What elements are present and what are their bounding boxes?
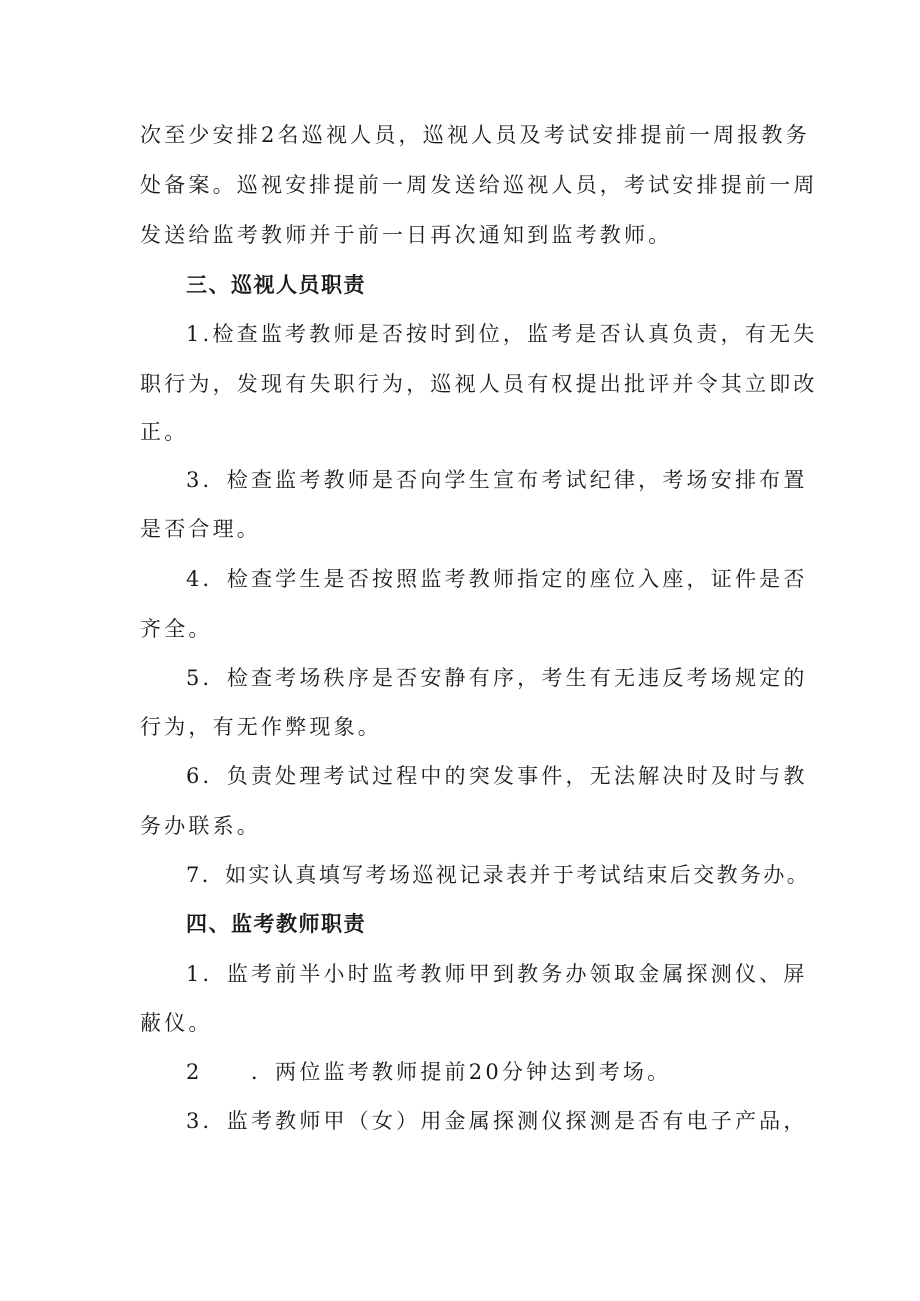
- paragraph-line: 次至少安排2名巡视人员，巡视人员及考试安排提前一周报教务: [140, 123, 810, 147]
- section-heading-patrol-duties: 三、巡视人员职责: [186, 273, 366, 297]
- section-heading-invigilator-duties: 四、监考教师职责: [186, 912, 366, 936]
- paragraph-line: 务办联系。: [140, 814, 261, 838]
- paragraph-line: 职行为，发现有失职行为，巡视人员有权提出批评并令其立即改: [140, 372, 818, 396]
- list-item-line: 3．检查监考教师是否向学生宣布考试纪律，考场安排布置: [186, 468, 808, 492]
- list-item-line: 6．负责处理考试过程中的突发事件，无法解决时及时与教: [186, 764, 808, 788]
- paragraph-line: 是否合理。: [140, 517, 261, 541]
- list-item-line: 5．检查考场秩序是否安静有序，考生有无违反考场规定的: [186, 666, 808, 690]
- list-item-line: 7．如实认真填写考场巡视记录表并于考试结束后交教务办。: [186, 863, 811, 887]
- list-item-line: 4．检查学生是否按照监考教师指定的座位入座，证件是否: [186, 567, 808, 591]
- list-item-line: 1.检查监考教师是否按时到位，监考是否认真负责，有无失: [186, 322, 818, 346]
- paragraph-line: 发送给监考教师并于前一日再次通知到监考教师。: [140, 223, 673, 247]
- list-item-line: 3．监考教师甲（女）用金属探测仪探测是否有电子产品，: [186, 1109, 808, 1133]
- paragraph-line: 齐全。: [140, 617, 213, 641]
- list-item-line: 1．监考前半小时监考教师甲到教务办领取金属探测仪、屏: [186, 962, 808, 986]
- paragraph-line: 正。: [140, 420, 189, 444]
- list-item-line: 2 ．两位监考教师提前20分钟达到考场。: [186, 1060, 672, 1084]
- paragraph-line: 蔽仪。: [140, 1011, 213, 1035]
- paragraph-line: 处备案。巡视安排提前一周发送给巡视人员，考试安排提前一周: [140, 173, 818, 197]
- paragraph-line: 行为，有无作弊现象。: [140, 715, 382, 739]
